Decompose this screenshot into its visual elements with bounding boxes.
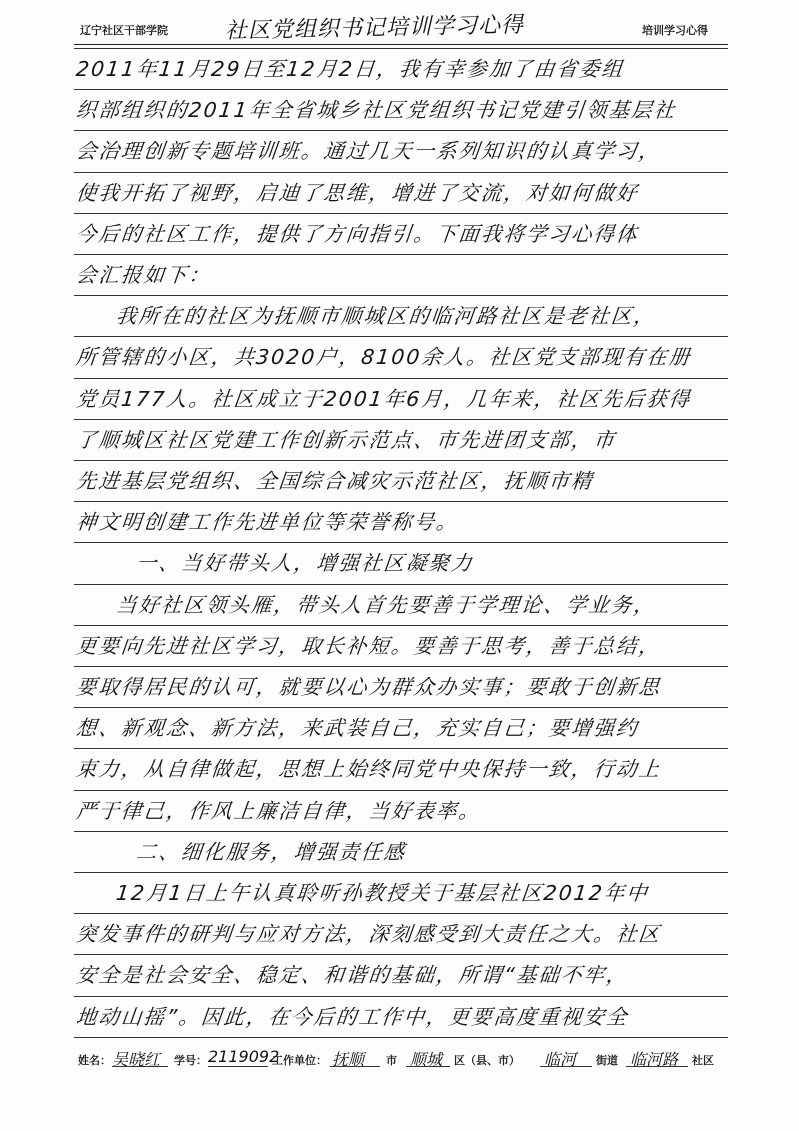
district-label: 区（县、市）: [454, 1054, 520, 1067]
text-line: 今后的社区工作，提供了方向指引。下面我将学习心得体: [74, 221, 640, 246]
grid-rule: [74, 707, 728, 708]
grid-rule: [74, 336, 728, 337]
text-line: 要取得居民的认可，就要以心为群众办实事；要敢于创新思: [74, 675, 663, 699]
community-value: 临河路: [630, 1050, 679, 1069]
text-line: 所管辖的小区，共3020户，8100余人。社区党支部现有在册: [74, 345, 693, 370]
institution-name: 辽宁社区干部学院: [80, 24, 168, 37]
form-type-label: 培训学习心得: [642, 24, 708, 37]
name-value: 吴晓红: [112, 1050, 161, 1069]
text-line: 地动山摇”。因此，在今后的工作中，更要高度重视安全: [74, 1004, 630, 1029]
text-line: 更要向先进社区学习，取长补短。要善于思考，善于总结，: [74, 633, 663, 658]
name-underline: [112, 1066, 168, 1067]
text-line: 束力，从自律做起，思想上始终同党中央保持一致，行动上: [74, 757, 663, 782]
name-label: 姓名：: [78, 1054, 111, 1067]
student-id-label: 学号：: [174, 1054, 207, 1067]
grid-rule: [74, 213, 728, 214]
community-label: 社区: [692, 1054, 714, 1067]
street-label: 街道: [596, 1054, 618, 1067]
text-line: 使我开拓了视野，启迪了思维，增进了交流，对如何做好: [74, 180, 640, 205]
student-id-underline: [208, 1066, 268, 1067]
grid-rule: [74, 996, 728, 997]
text-line: 严于律己，作风上廉洁自律，当好表率。: [74, 798, 483, 823]
grid-rule: [74, 130, 728, 131]
grid-rule: [74, 625, 728, 626]
grid-rule: [74, 954, 728, 955]
page-title: 社区党组织书记培训学习心得: [224, 12, 525, 44]
grid-rule: [74, 89, 728, 90]
text-line: 先进基层党组织、全国综合减灾示范社区，抚顺市精: [74, 469, 595, 493]
text-line: 神文明创建工作先进单位等荣誉称号。: [74, 510, 460, 535]
text-line: 会治理创新专题培训班。通过几天一系列知识的认真学习，: [74, 139, 663, 164]
grid-rule: [74, 172, 728, 173]
grid-rule: [74, 48, 728, 49]
text-line: 安全是社会安全、稳定、和谐的基础，所谓“基础不牢，: [74, 963, 630, 988]
grid-rule: [74, 295, 728, 296]
text-line: 党员177人。社区成立于2001年6月，几年来，社区先后获得: [74, 386, 693, 411]
city-label: 市: [386, 1054, 397, 1067]
city-value: 抚顺: [332, 1050, 365, 1069]
text-line: 织部组织的2011年全省城乡社区党组织书记党建引领基层社: [74, 98, 678, 123]
grid-rule: [74, 460, 728, 461]
grid-rule: [74, 584, 728, 585]
grid-rule: [74, 378, 728, 379]
text-line: 想、新观念、新方法，来武装自己，充实自己；要增强约: [74, 716, 640, 741]
grid-rule: [74, 542, 728, 543]
city-underline: [330, 1066, 380, 1067]
work-unit-label: 工作单位：: [272, 1054, 327, 1067]
street-underline: [540, 1066, 592, 1067]
text-line: 2011年11月29日至12月2日，我有幸参加了由省委组: [74, 57, 626, 81]
grid-rule: [74, 666, 728, 667]
text-line: 我所在的社区为抚顺市顺城区的临河路社区是老社区，: [114, 304, 658, 329]
grid-rule: [74, 501, 728, 502]
grid-rule: [74, 790, 728, 791]
footer-fields: [78, 1047, 738, 1071]
community-underline: [626, 1066, 688, 1067]
text-line: 突发事件的研判与应对方法，深刻感受到大责任之大。社区: [74, 922, 663, 947]
grid-rule: [74, 1037, 728, 1038]
section-heading: 二、细化服务，增强责任感: [134, 839, 408, 864]
grid-rule: [74, 419, 728, 420]
text-line: 了顺城区社区党建工作创新示范点、市先进团支部，市: [74, 427, 618, 452]
top-rule: [74, 44, 728, 45]
grid-rule: [74, 748, 728, 749]
student-id-value: 2119092: [208, 1047, 280, 1066]
grid-rule: [74, 872, 728, 873]
street-value: 临河: [544, 1050, 577, 1069]
grid-rule: [74, 831, 728, 832]
district-value: 顺城: [410, 1050, 443, 1069]
section-heading: 一、当好带头人，增强社区凝聚力: [134, 551, 475, 576]
grid-rule: [74, 254, 728, 255]
district-underline: [406, 1066, 450, 1067]
text-line: 当好社区领头雁，带头人首先要善于学理论、学业务，: [114, 592, 658, 617]
grid-rule: [74, 913, 728, 914]
text-line: 会汇报如下：: [74, 263, 213, 287]
text-line: 12月1日上午认真聆听孙教授关于基层社区2012年中: [114, 881, 651, 905]
